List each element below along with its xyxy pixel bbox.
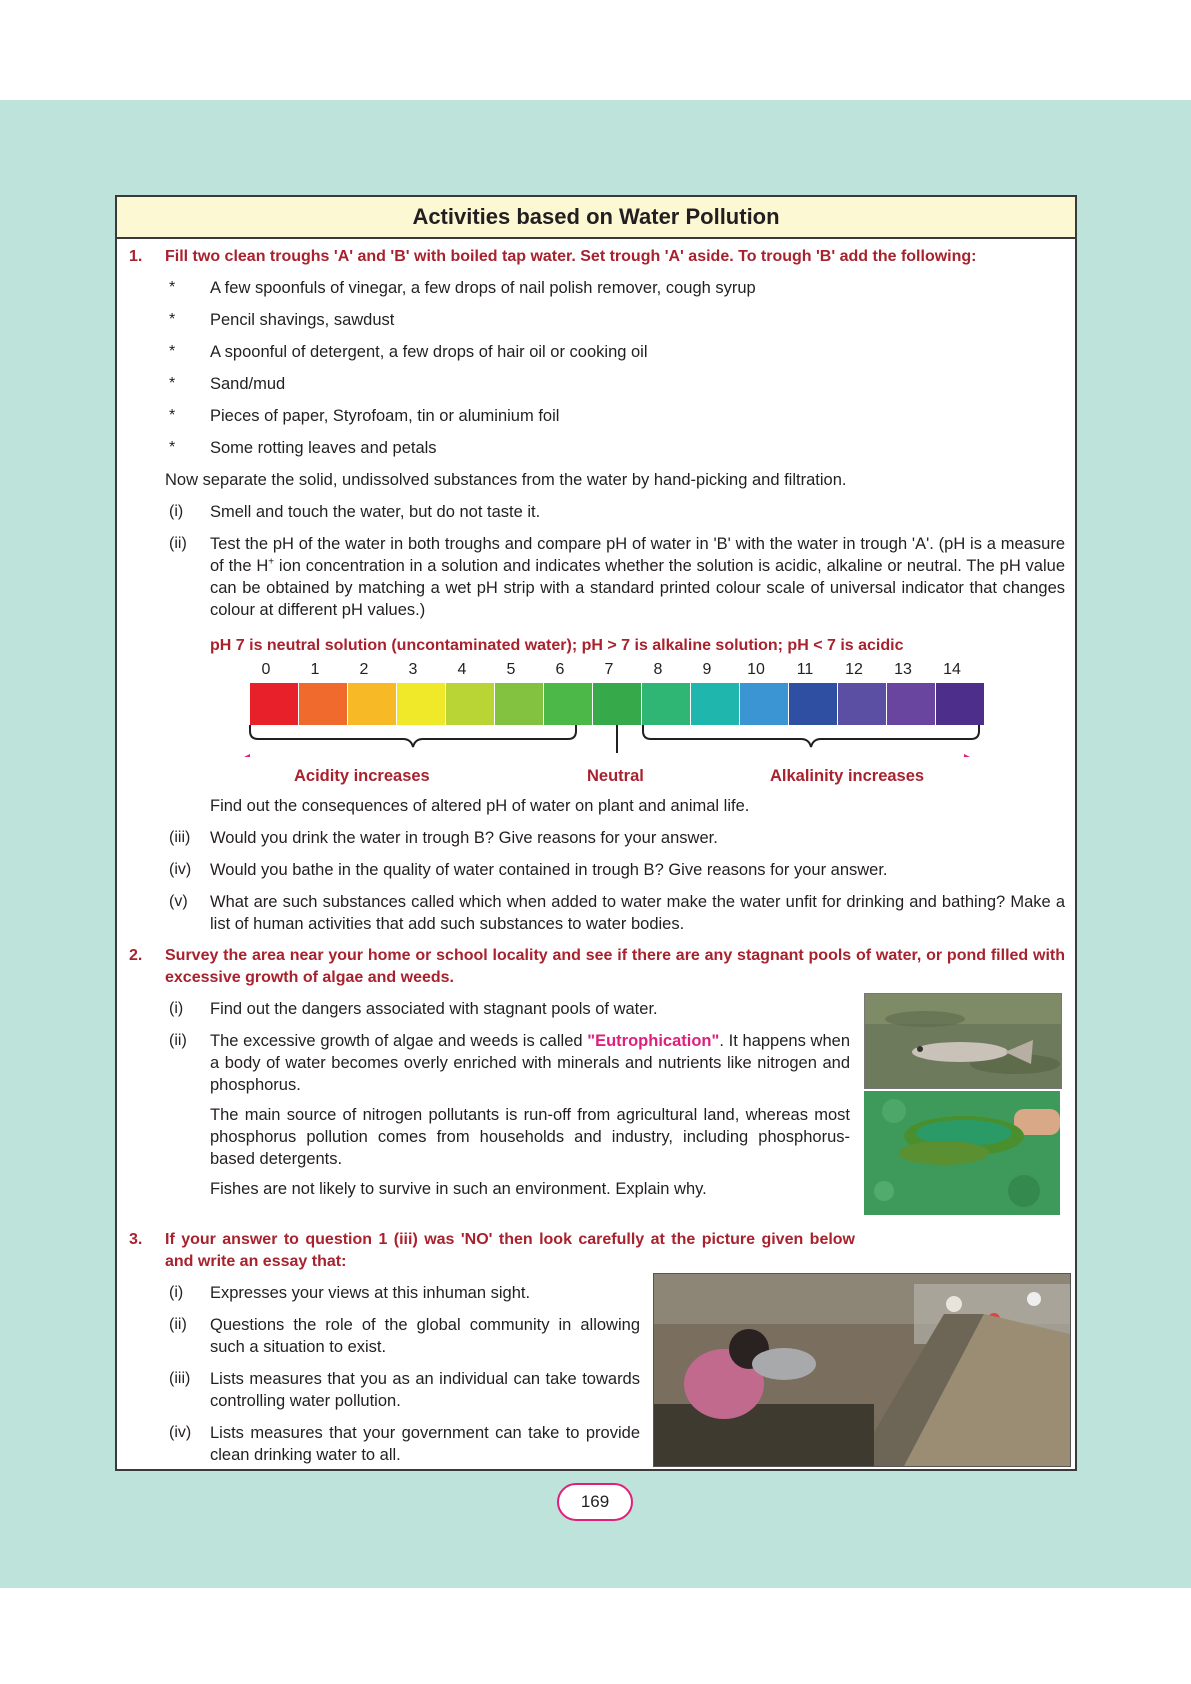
ph-cell-11 (789, 683, 837, 725)
ph-label-13: 13 (894, 661, 912, 678)
ph-cell-5 (495, 683, 543, 725)
bullet-mark: * (169, 375, 176, 392)
ph-cell-13 (887, 683, 935, 725)
q1-iii-text: Would you drink the water in trough B? Give reasons for your answer. (210, 829, 718, 847)
ph-cell-3 (397, 683, 445, 725)
q1-iv-text: Would you bathe in the quality of water contained in trough B? Give reasons for your answer. (210, 861, 888, 879)
ph-note: pH 7 is neutral solution (uncontaminated water); pH > 7 is alkaline solution; pH < 7 is acidic (210, 637, 904, 654)
dead-fish-photo (864, 993, 1062, 1089)
acidity-arrow-head (240, 754, 250, 757)
q1-i-text: Smell and touch the water, but do not taste it. (210, 503, 541, 521)
alkalinity-arrow-head (964, 754, 974, 757)
q2-i-text: Find out the dangers associated with stagnant pools of water. (210, 1000, 658, 1018)
q2-paragraph-nitrogen: The main source of nitrogen pollutants is run-off from agricultural land, whereas most phosphorus pollution comes from households and industry, including phosphorus-based detergents. (210, 1106, 850, 1168)
ph-label-2: 2 (359, 661, 369, 678)
separate-instruction: Now separate the solid, undissolved substances from the water by hand-picking and filtration. (165, 471, 847, 489)
bullet-mark: * (169, 407, 176, 424)
ph-label-1: 1 (310, 661, 320, 678)
q1-v-text: What are such substances called which when added to water make the water unfit for drinking and bathing? Make a list of human activities that add such substances to water bodies. (210, 893, 1065, 933)
ph-label-7: 7 (604, 661, 614, 678)
ph-cell-6 (544, 683, 592, 725)
ph-label-9: 9 (702, 661, 712, 678)
sub-label: (i) (169, 503, 184, 520)
q2-number: 2. (129, 947, 143, 964)
consequences-text: Find out the consequences of altered pH of water on plant and animal life. (210, 797, 750, 815)
alkalinity-label: Alkalinity increases (770, 767, 925, 785)
ph-cell-7 (593, 683, 641, 725)
ph-label-5: 5 (506, 661, 516, 678)
ph-label-8: 8 (653, 661, 663, 678)
ph-label-4: 4 (457, 661, 467, 678)
alkalinity-brace (643, 725, 979, 747)
bullet-mark: * (169, 279, 176, 296)
child-drinking-polluted-water-photo (653, 1273, 1071, 1467)
neutral-label: Neutral (587, 767, 644, 785)
sub-label: (ii) (169, 535, 187, 552)
ph-label-0: 0 (261, 661, 271, 678)
q3-number: 3. (129, 1231, 143, 1248)
ph-cell-12 (838, 683, 886, 725)
ph-scale-cells (250, 683, 984, 725)
ph-cell-8 (642, 683, 690, 725)
q2-text: Survey the area near your home or school locality and see if there are any stagnant pools of water, or pond filled with excessive growth of algae and weeds. (165, 947, 1065, 986)
bullet-item: A few spoonfuls of vinegar, a few drops of nail polish remover, cough syrup (210, 279, 756, 297)
q3-item-text: Expresses your views at this inhuman sight. (210, 1284, 531, 1302)
ph-label-14: 14 (943, 661, 961, 678)
ph-cell-10 (740, 683, 788, 725)
bullet-item: Pieces of paper, Styrofoam, tin or aluminium foil (210, 407, 560, 425)
q2-paragraph-fishes: Fishes are not likely to survive in such an environment. Explain why. (210, 1180, 707, 1198)
ph-scale-labels (262, 661, 961, 678)
sub-label: (iv) (169, 861, 192, 878)
q3-item-text: Lists measures that your government can take to provide clean drinking water to all. (210, 1424, 640, 1464)
page-number: 169 (557, 1483, 633, 1521)
sub-label: (iii) (169, 1370, 191, 1387)
q1-text: Fill two clean troughs 'A' and 'B' with boiled tap water. Set trough 'A' aside. To trough 'B' add the following: (165, 248, 977, 265)
ph-cell-4 (446, 683, 494, 725)
activity-box (115, 195, 1077, 1471)
green-algae-hands-photo (864, 1091, 1060, 1215)
sub-label: (i) (169, 1000, 184, 1017)
bullet-item: Sand/mud (210, 375, 286, 393)
activity-title: Activities based on Water Pollution (117, 197, 1075, 239)
ph-cell-2 (348, 683, 396, 725)
bullet-item: A spoonful of detergent, a few drops of hair oil or cooking oil (210, 343, 648, 361)
bullet-item: Pencil shavings, sawdust (210, 311, 395, 329)
ph-cell-9 (691, 683, 739, 725)
acidity-label: Acidity increases (294, 767, 430, 785)
ph-label-12: 12 (845, 661, 863, 678)
sub-label: (ii) (169, 1032, 187, 1049)
ph-cell-1 (299, 683, 347, 725)
sub-label: (i) (169, 1284, 184, 1301)
sub-label: (iii) (169, 829, 191, 846)
q3-text: If your answer to question 1 (iii) was 'NO' then look carefully at the picture given below and write an essay that: (165, 1231, 855, 1270)
ph-label-11: 11 (796, 661, 814, 678)
bullet-mark: * (169, 439, 176, 456)
q3-item-text: Questions the role of the global community in allowing such a situation to exist. (210, 1316, 640, 1356)
bullet-mark: * (169, 343, 176, 360)
ph-label-6: 6 (555, 661, 565, 678)
sub-label: (iv) (169, 1424, 192, 1441)
q1-ii-text: Test the pH of the water in both troughs and compare pH of water in 'B' with the water in trough 'A'. (pH is a measure of the H+ ion concentration in a solution and indicates whether the solution is acidic, alkaline or neutral. The pH value can be obtained by matching a wet pH strip with a standard printed colour scale of universal indicator that changes colour at different pH values.) (210, 535, 1065, 619)
ph-cell-0 (250, 683, 298, 725)
bullet-mark: * (169, 311, 176, 328)
ph-label-10: 10 (747, 661, 765, 678)
sub-label: (ii) (169, 1316, 187, 1333)
acidity-brace (250, 725, 576, 747)
q3-item-text: Lists measures that you as an individual can take towards controlling water pollution. (210, 1370, 640, 1410)
q2-ii-text: The excessive growth of algae and weeds is called "Eutrophication". It happens when a body of water becomes overly enriched with minerals and nutrients like nitrogen and phosphorus. (210, 1032, 850, 1094)
sub-label: (v) (169, 893, 188, 910)
ph-cell-14 (936, 683, 984, 725)
bullet-item: Some rotting leaves and petals (210, 439, 437, 457)
ph-label-3: 3 (408, 661, 418, 678)
q1-number: 1. (129, 248, 143, 265)
